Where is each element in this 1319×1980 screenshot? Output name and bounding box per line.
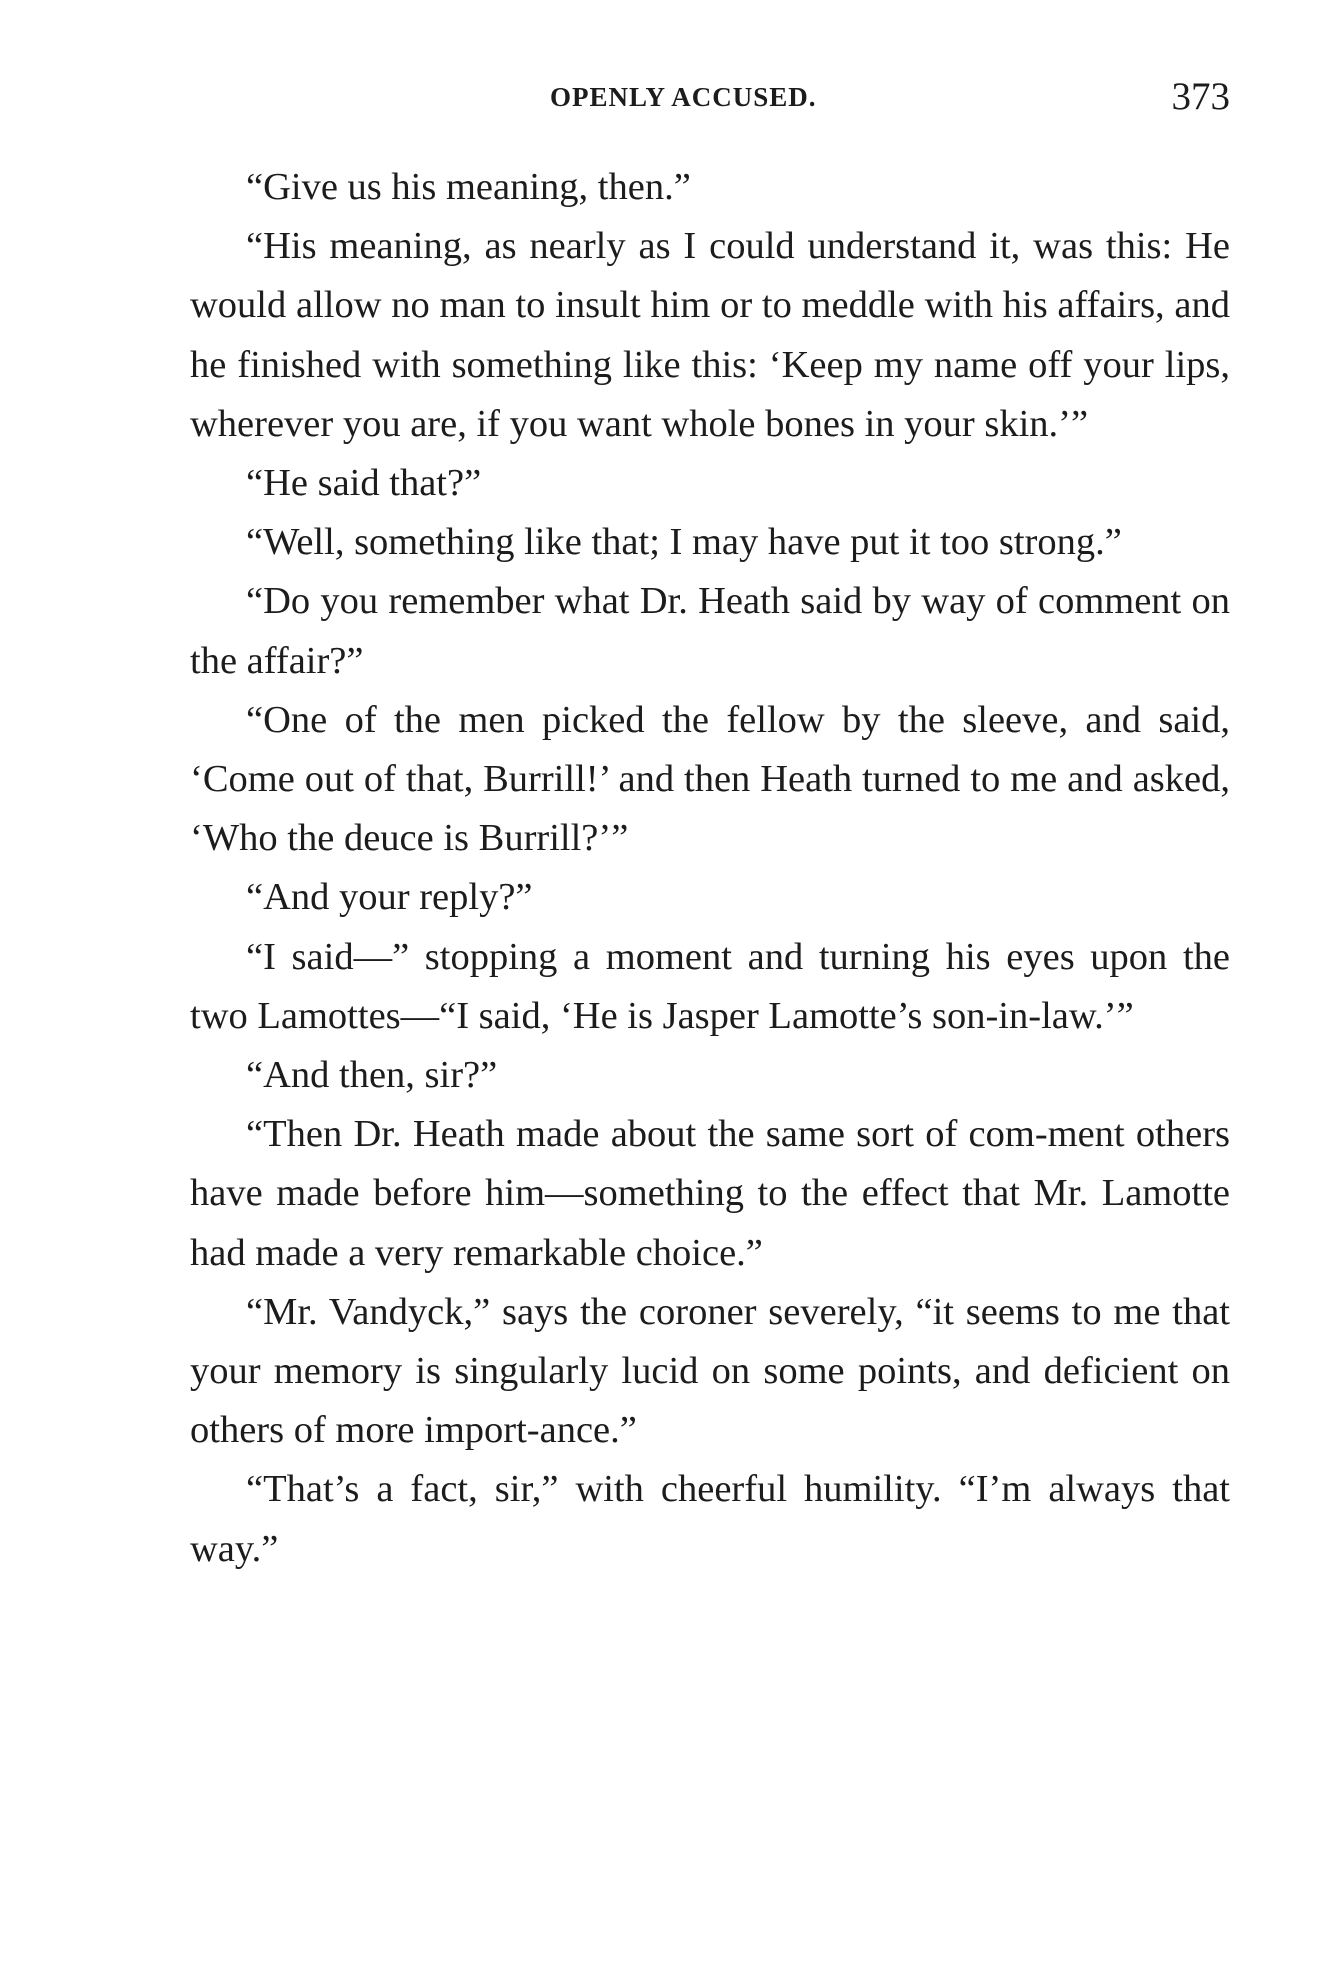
running-head xyxy=(190,74,1230,124)
paragraph: “One of the men picked the fellow by the sleeve, and said, ‘Come out of that, Burrill!’ and then Heath turned to me and asked, ‘Who the deuce is Burrill?’” xyxy=(190,698,1230,860)
body-text xyxy=(190,158,1230,1579)
paragraph: “And then, sir?” xyxy=(246,1054,498,1097)
running-title: OPENLY ACCUSED. xyxy=(550,82,817,112)
paragraph: “Well, something like that; I may have put it too strong.” xyxy=(246,521,1122,564)
paragraph: “Then Dr. Heath made about the same sort of com-ment others have made before him—something to the effect that Mr. Lamotte had made a very remarkable choice.” xyxy=(190,1113,1230,1274)
paragraph: “His meaning, as nearly as I could understand it, was this: He would allow no man to insult him or to meddle with his affairs, and he finished with something like this: ‘Keep my name off your lips, wherever you are, if you want whole bones in your skin.’” xyxy=(190,225,1230,445)
paragraph: “That’s a fact, sir,” with cheerful humility. “I’m always that way.” xyxy=(190,1468,1230,1570)
paragraph: “And your reply?” xyxy=(246,876,533,919)
paragraph: “Mr. Vandyck,” says the coroner severely, “it seems to me that your memory is singularly lucid on some points, and deficient on others of more import-ance.” xyxy=(190,1290,1230,1452)
page-number: 373 xyxy=(1171,75,1230,118)
paragraph: “Do you remember what Dr. Heath said by way of comment on the affair?” xyxy=(190,580,1230,682)
paragraph: “He said that?” xyxy=(246,462,482,505)
paragraph: “Give us his meaning, then.” xyxy=(246,166,691,208)
paragraph: “I said—” stopping a moment and turning his eyes upon the two Lamottes—“I said, ‘He is Jasper Lamotte’s son-in-law.’” xyxy=(190,935,1230,1037)
